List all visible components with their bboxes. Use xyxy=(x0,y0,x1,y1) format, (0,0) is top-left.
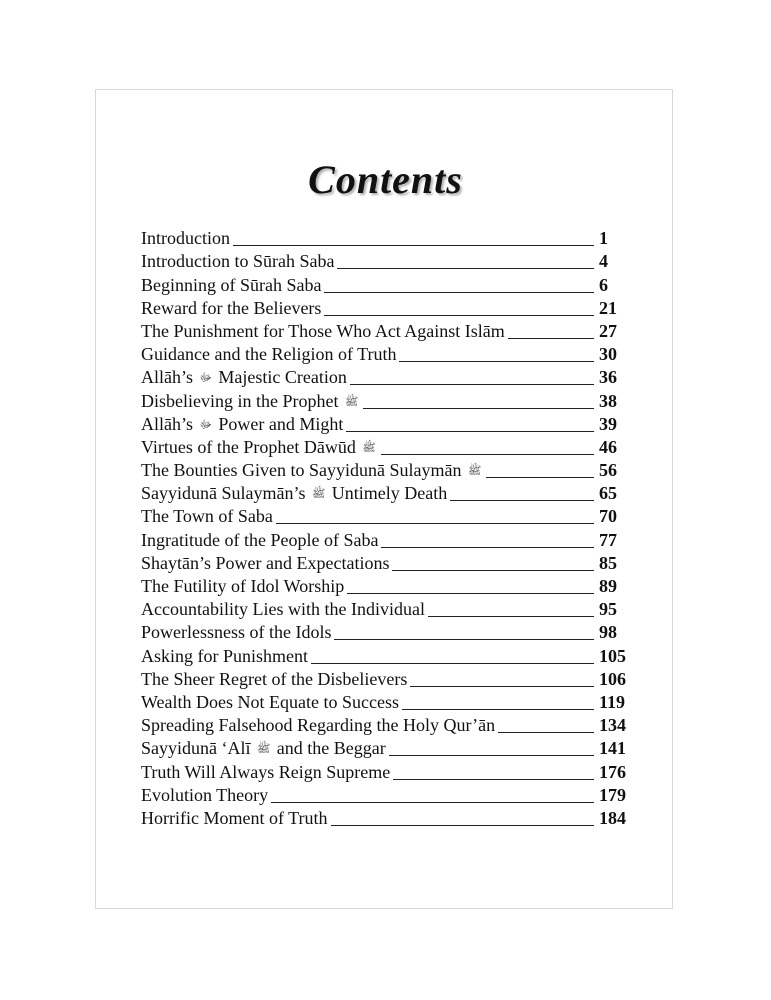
toc-entry-title xyxy=(141,251,334,271)
toc-entry-title-text: Introduction to Sūrah Saba xyxy=(141,251,335,272)
toc-leader-line xyxy=(350,383,594,385)
toc-entry-title xyxy=(141,715,495,735)
honorific-calligraphy-icon: ﷺ xyxy=(344,395,359,408)
toc-page-number: 119 xyxy=(599,691,626,712)
toc-entry-title-text-continued: Power and Might xyxy=(213,413,344,434)
toc-entry xyxy=(141,782,631,805)
toc-entry xyxy=(141,248,631,271)
toc-entry xyxy=(141,341,631,364)
toc-leader-line xyxy=(428,615,594,617)
toc-page-number: 38 xyxy=(599,390,617,411)
toc-entry-title xyxy=(141,808,328,828)
toc-entry-title xyxy=(141,298,321,318)
toc-entry-title-text: Sayyidunā Sulaymān’s xyxy=(141,483,310,504)
page-title: Contents xyxy=(308,157,463,202)
toc-entry-title-text: Wealth Does Not Equate to Success xyxy=(141,691,399,712)
toc-leader-line xyxy=(392,569,594,571)
toc-entry-title xyxy=(141,344,396,364)
toc-entry xyxy=(141,758,631,781)
toc-entry xyxy=(141,411,631,434)
toc-entry xyxy=(141,573,631,596)
honorific-calligraphy-icon: ﷺ xyxy=(257,743,271,756)
toc-entry xyxy=(141,712,631,735)
toc-entry-title-text: Allāh’s xyxy=(141,413,198,434)
toc-leader-line xyxy=(498,731,594,733)
toc-entry xyxy=(141,689,631,712)
toc-entry-title-text: Powerlessness of the Idols xyxy=(141,622,332,643)
toc-entry-title xyxy=(141,599,425,619)
toc-page-number: 179 xyxy=(599,784,626,805)
toc-page-number: 36 xyxy=(599,367,617,388)
toc-leader-line xyxy=(399,360,594,362)
toc-entry xyxy=(141,550,631,573)
toc-entry xyxy=(141,295,631,318)
toc-page-number: 39 xyxy=(599,413,617,434)
table-of-contents xyxy=(141,225,631,828)
toc-entry-title-text: Introduction xyxy=(141,228,230,249)
toc-leader-line xyxy=(363,407,594,409)
toc-entry xyxy=(141,596,631,619)
toc-page-number: 141 xyxy=(599,738,626,759)
toc-entry-title-text: Virtues of the Prophet Dāwūd xyxy=(141,436,361,457)
toc-entry xyxy=(141,225,631,248)
toc-page-number: 105 xyxy=(599,645,626,666)
toc-page-number: 85 xyxy=(599,552,617,573)
honorific-calligraphy-icon: ﷺ xyxy=(312,488,326,501)
toc-page-number: 1 xyxy=(599,228,608,249)
toc-entry xyxy=(141,364,631,387)
toc-page-number: 65 xyxy=(599,483,617,504)
toc-leader-line xyxy=(337,267,594,269)
toc-page-number: 46 xyxy=(599,436,617,457)
toc-page-number: 30 xyxy=(599,344,617,365)
toc-leader-line xyxy=(346,430,594,432)
honorific-calligraphy-icon: ﷺ xyxy=(362,441,376,454)
toc-entry xyxy=(141,434,631,457)
toc-leader-line xyxy=(381,453,594,455)
toc-entry xyxy=(141,503,631,526)
toc-entry xyxy=(141,271,631,294)
toc-entry xyxy=(141,735,631,758)
toc-entry-title xyxy=(141,275,321,295)
toc-entry-title xyxy=(141,530,378,550)
toc-entry-title xyxy=(141,762,390,782)
toc-entry-title-text: Shaytān’s Power and Expectations xyxy=(141,552,390,573)
toc-entry-title-text: Guidance and the Religion of Truth xyxy=(141,344,397,365)
toc-entry-title xyxy=(141,669,407,689)
toc-entry xyxy=(141,666,631,689)
toc-entry-title xyxy=(141,367,347,387)
toc-entry-title xyxy=(141,460,483,480)
toc-entry-title-text: Ingratitude of the People of Saba xyxy=(141,529,379,550)
toc-entry-title-text: The Bounties Given to Sayyidunā Sulaymān xyxy=(141,460,466,481)
toc-entry-title xyxy=(141,321,505,341)
toc-page-number: 56 xyxy=(599,460,617,481)
toc-leader-line xyxy=(324,314,594,316)
toc-leader-line xyxy=(324,291,594,293)
toc-page-number: 27 xyxy=(599,320,617,341)
toc-entry-title xyxy=(141,506,273,526)
toc-leader-line xyxy=(508,337,594,339)
toc-entry-title-text: The Futility of Idol Worship xyxy=(141,576,345,596)
toc-entry xyxy=(141,526,631,549)
toc-leader-line xyxy=(233,244,594,246)
toc-leader-line xyxy=(402,708,594,710)
toc-entry xyxy=(141,387,631,410)
honorific-calligraphy-icon: ﷺ xyxy=(467,465,482,478)
toc-page-number: 98 xyxy=(599,622,617,643)
toc-leader-line xyxy=(486,476,594,478)
toc-leader-line xyxy=(271,801,594,803)
toc-entry xyxy=(141,318,631,341)
toc-entry-title xyxy=(141,228,230,248)
toc-entry-title-text-continued: Untimely Death xyxy=(327,483,448,504)
toc-leader-line xyxy=(311,662,594,664)
toc-entry xyxy=(141,642,631,665)
toc-page-number: 106 xyxy=(599,668,626,689)
toc-leader-line xyxy=(393,778,594,780)
toc-entry-title-text: Asking for Punishment xyxy=(141,645,309,666)
toc-entry-title xyxy=(141,437,378,457)
toc-entry-title xyxy=(141,646,308,666)
toc-entry-title-text: Reward for the Believers xyxy=(141,297,322,318)
toc-page-number: 134 xyxy=(599,715,626,736)
toc-entry-title-text-continued: and the Beggar xyxy=(272,738,386,759)
toc-entry xyxy=(141,457,631,480)
toc-entry-title-text: Beginning of Sūrah Saba xyxy=(141,274,322,295)
toc-entry-title xyxy=(141,622,331,642)
toc-leader-line xyxy=(450,499,594,501)
toc-page-number: 70 xyxy=(599,506,617,527)
toc-entry-title-text: The Town of Saba xyxy=(141,506,273,527)
toc-page-number: 21 xyxy=(599,297,617,318)
honorific-calligraphy-icon: ﷻ xyxy=(199,418,212,431)
honorific-calligraphy-icon: ﷻ xyxy=(199,372,212,385)
toc-leader-line xyxy=(347,592,594,594)
toc-entry xyxy=(141,805,631,828)
toc-entry-title-text: Sayyidunā ‘Alī xyxy=(141,738,255,759)
toc-page-number: 89 xyxy=(599,576,617,596)
toc-entry-title xyxy=(141,738,386,758)
toc-leader-line xyxy=(381,546,594,548)
toc-entry-title xyxy=(141,692,399,712)
toc-entry-title xyxy=(141,483,447,503)
toc-leader-line xyxy=(410,685,594,687)
toc-entry xyxy=(141,480,631,503)
toc-entry-title-text: Truth Will Always Reign Supreme xyxy=(141,761,391,782)
toc-entry-title-text-continued: Majestic Creation xyxy=(213,367,347,388)
toc-entry-title-text: The Punishment for Those Who Act Against Islām xyxy=(141,320,505,341)
toc-page-number: 77 xyxy=(599,529,617,550)
toc-entry-title-text: Evolution Theory xyxy=(141,784,269,805)
toc-page-number: 4 xyxy=(599,251,608,272)
toc-leader-line xyxy=(389,754,594,756)
toc-page-number: 184 xyxy=(599,807,626,828)
toc-page-number: 6 xyxy=(599,274,608,295)
toc-entry-title xyxy=(141,785,268,805)
toc-page-number: 176 xyxy=(599,761,626,782)
toc-entry xyxy=(141,619,631,642)
toc-entry-title xyxy=(141,414,343,434)
toc-leader-line xyxy=(334,638,594,640)
toc-leader-line xyxy=(276,522,594,524)
toc-entry-title xyxy=(141,391,360,411)
toc-entry-title-text: Spreading Falsehood Regarding the Holy Qur’ān xyxy=(141,715,496,736)
toc-entry-title-text: Accountability Lies with the Individual xyxy=(141,599,425,620)
toc-entry-title-text: Allāh’s xyxy=(141,367,198,388)
toc-page-number: 95 xyxy=(599,599,617,620)
toc-entry-title xyxy=(141,576,344,596)
toc-entry-title-text: The Sheer Regret of the Disbelievers xyxy=(141,668,408,689)
toc-entry-title-text: Horrific Moment of Truth xyxy=(141,807,328,828)
toc-leader-line xyxy=(331,824,595,826)
toc-entry-title-text: Disbelieving in the Prophet xyxy=(141,390,343,411)
toc-entry-title xyxy=(141,553,389,573)
